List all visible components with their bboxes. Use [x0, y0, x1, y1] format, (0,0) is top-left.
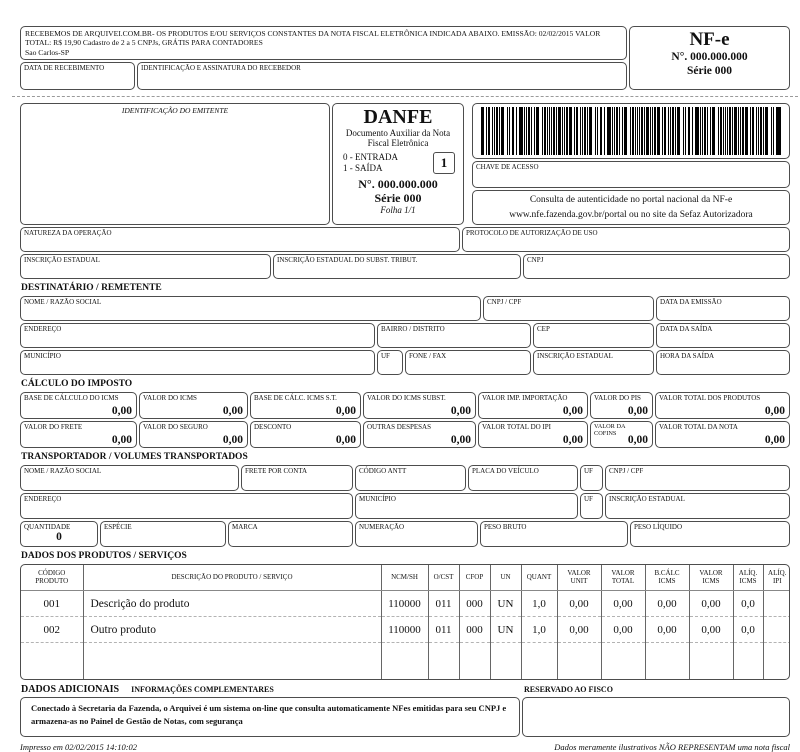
col-valor-unit: VALOR UNIT: [557, 565, 601, 591]
transportador-section-title: TRANSPORTADOR / VOLUMES TRANSPORTADOS: [21, 451, 248, 462]
valor-total-nota-field: [655, 421, 790, 448]
dest-bairro-field: [377, 323, 531, 348]
receipt-stub: [20, 26, 790, 90]
produto-row-1: [21, 591, 790, 617]
chave-acesso-field: [472, 161, 790, 188]
transp-peso-bruto-label: PESO BRUTO: [484, 522, 527, 531]
base-calculo-icms-label: BASE DE CÁLCULO DO ICMS: [24, 393, 119, 402]
col-codigo: CÓDIGO PRODUTO: [21, 565, 83, 591]
p1-quant: 1,0: [521, 591, 557, 617]
inscricao-subst-label: INSCRIÇÃO ESTADUAL DO SUBST. TRIBUT.: [277, 256, 418, 264]
valor-cofins-value: 0,00: [627, 433, 648, 446]
valor-seguro-value: 0,00: [222, 433, 243, 446]
danfe-subtitle: Documento Auxiliar da Nota Fiscal Eletrônica: [345, 128, 451, 149]
p2-descricao: Outro produto: [83, 617, 381, 643]
produtos-header-row: [21, 565, 790, 591]
transp-cnpj-field: [605, 465, 790, 491]
cnpj-emitente-label: CNPJ: [527, 256, 544, 264]
base-calculo-icms-field: [20, 392, 137, 419]
transp-municipio-field: [355, 493, 578, 519]
dest-cnpj-field: [483, 296, 654, 321]
transp-marca-field: [228, 521, 353, 547]
valor-total-produtos-value: 0,00: [764, 404, 785, 417]
p1-valor-icms: 0,00: [689, 591, 733, 617]
p2-un: UN: [490, 617, 521, 643]
transp-uf2-label: UF: [584, 494, 593, 503]
natureza-operacao-field: [20, 227, 460, 252]
transp-uf-label: UF: [584, 466, 593, 475]
consulta-line2: www.nfe.fazenda.gov.br/portal ou no site da Sefaz Autorizadora: [509, 209, 753, 220]
transp-placa-label: PLACA DO VEÍCULO: [472, 466, 539, 475]
produtos-table: [20, 564, 790, 680]
base-calculo-icms-value: 0,00: [111, 404, 132, 417]
emitente-box: [20, 103, 330, 225]
valor-frete-field: [20, 421, 137, 448]
p1-descricao: Descrição do produto: [83, 591, 381, 617]
dest-uf-field: [377, 350, 403, 375]
nfe-series: Série 000: [686, 64, 733, 77]
col-cfop: CFOP: [459, 565, 490, 591]
destinatario-section-title: DESTINATÁRIO / REMETENTE: [21, 283, 162, 293]
receipt-city: Sao Carlos-SP: [25, 47, 70, 57]
dest-nome-field: [20, 296, 481, 321]
col-bcalc-icms: B.CÁLC ICMS: [645, 565, 689, 591]
outras-despesas-label: OUTRAS DESPESAS: [367, 422, 431, 431]
nfe-number-box: [629, 26, 790, 90]
valor-pis-value: 0,00: [627, 404, 648, 417]
protocolo-autorizacao-label: PROTOCOLO DE AUTORIZAÇÃO DE USO: [466, 229, 598, 237]
danfe-box: [332, 103, 464, 225]
dest-data-saida-field: [656, 323, 790, 348]
transp-quantidade-field: [20, 521, 98, 547]
p2-bcalc-icms: 0,00: [645, 617, 689, 643]
outras-despesas-field: [363, 421, 476, 448]
dest-endereco-label: ENDEREÇO: [24, 324, 62, 333]
valor-pis-label: VALOR DO PIS: [594, 393, 641, 402]
p1-bcalc-icms: 0,00: [645, 591, 689, 617]
data-recebimento-label: DATA DE RECEBIMENTO: [24, 64, 105, 72]
informacoes-complementares-label: INFORMAÇÕES COMPLEMENTARES: [131, 684, 274, 694]
valor-cofins-field: [590, 421, 653, 448]
receipt-statement: [20, 26, 627, 60]
col-ocst: O/CST: [428, 565, 459, 591]
transp-quantidade-label: QUANTIDADE: [24, 522, 71, 531]
p2-aliq-ipi: [763, 617, 790, 643]
valor-imp-importacao-value: 0,00: [562, 404, 583, 417]
dest-data-emissao-field: [656, 296, 790, 321]
dest-hora-saida-label: HORA DA SAÍDA: [660, 351, 715, 360]
valor-total-ipi-label: VALOR TOTAL DO IPI: [482, 422, 551, 431]
valor-icms-field: [139, 392, 248, 419]
dest-municipio-field: [20, 350, 375, 375]
transp-municipio-label: MUNICÍPIO: [359, 494, 396, 503]
adicionais-title: DADOS ADICIONAIS: [21, 683, 120, 695]
consulta-line1: Consulta de autenticidade no portal nacional da NF-e: [529, 195, 733, 206]
valor-total-produtos-label: VALOR TOTAL DOS PRODUTOS: [659, 393, 761, 402]
reservado-fisco-box: [522, 697, 790, 737]
valor-frete-label: VALOR DO FRETE: [24, 422, 83, 431]
danfe-number: N°. 000.000.000: [358, 176, 438, 191]
dest-ie-field: [533, 350, 654, 375]
danfe-title: DANFE: [363, 106, 433, 128]
col-quant: QUANT: [521, 565, 557, 591]
transp-peso-liquido-field: [630, 521, 790, 547]
p1-aliq-ipi: [763, 591, 790, 617]
valor-cofins-label: VALOR DA COFINS: [594, 422, 626, 438]
valor-imp-importacao-field: [478, 392, 588, 419]
dest-municipio-label: MUNICÍPIO: [24, 351, 61, 360]
barcode: [472, 103, 790, 159]
entrada-line: 0 - ENTRADA: [343, 152, 398, 163]
informacoes-complementares-box: [20, 697, 520, 737]
transp-ie-label: INSCRIÇÃO ESTADUAL: [609, 494, 685, 503]
transp-peso-bruto-field: [480, 521, 628, 547]
col-un: UN: [490, 565, 521, 591]
transp-cnpj-label: CNPJ / CPF: [609, 466, 644, 475]
valor-frete-value: 0,00: [111, 433, 132, 446]
p1-valor-total: 0,00: [601, 591, 645, 617]
col-descricao: DESCRIÇÃO DO PRODUTO / SERVIÇO: [83, 565, 381, 591]
desconto-field: [250, 421, 361, 448]
transp-uf2-field: [580, 493, 603, 519]
transp-endereco-label: ENDEREÇO: [24, 494, 62, 503]
tipo-operacao-value: 1: [433, 152, 455, 174]
dest-data-emissao-label: DATA DA EMISSÃO: [660, 297, 722, 306]
transp-frete-field: [241, 465, 353, 491]
dest-bairro-label: BAIRRO / DISTRITO: [381, 324, 445, 333]
p2-ocst: 011: [428, 617, 459, 643]
p2-cfop: 000: [459, 617, 490, 643]
saida-line: 1 - SAÍDA: [343, 163, 383, 174]
cut-line: [12, 96, 798, 97]
desconto-label: DESCONTO: [254, 422, 292, 431]
dest-hora-saida-field: [656, 350, 790, 375]
valor-total-ipi-value: 0,00: [562, 433, 583, 446]
p1-valor-unit: 0,00: [557, 591, 601, 617]
p2-valor-icms: 0,00: [689, 617, 733, 643]
p1-ncm: 110000: [381, 591, 428, 617]
col-aliq-ipi: ALÍQ. IPI: [763, 565, 790, 591]
emitente-label: IDENTIFICAÇÃO DO EMITENTE: [121, 106, 229, 115]
col-aliq-icms: ALÍQ. ICMS: [733, 565, 763, 591]
transp-uf-field: [580, 465, 603, 491]
transp-nome-label: NOME / RAZÃO SOCIAL: [24, 466, 102, 475]
cnpj-emitente-field: [523, 254, 790, 279]
produtos-empty-row: [21, 643, 790, 679]
printed-timestamp: Impresso em 02/02/2015 14:10:02: [20, 741, 138, 752]
p1-ocst: 011: [428, 591, 459, 617]
base-calc-icms-st-value: 0,00: [335, 404, 356, 417]
valor-icms-value: 0,00: [222, 404, 243, 417]
protocolo-autorizacao-field: [462, 227, 790, 252]
valor-icms-subst-label: VALOR DO ICMS SUBST.: [367, 393, 446, 402]
p2-aliq-icms: 0,0: [733, 617, 763, 643]
inscricao-estadual-label: INSCRIÇÃO ESTADUAL: [24, 256, 100, 264]
base-calc-icms-st-field: [250, 392, 361, 419]
p2-quant: 1,0: [521, 617, 557, 643]
dest-data-saida-label: DATA DA SAÍDA: [660, 324, 713, 333]
dest-ie-label: INSCRIÇÃO ESTADUAL: [537, 351, 613, 360]
dest-nome-label: NOME / RAZÃO SOCIAL: [24, 297, 102, 306]
col-valor-total: VALOR TOTAL: [601, 565, 645, 591]
assinatura-recebedor-label: IDENTIFICAÇÃO E ASSINATURA DO RECEBEDOR: [141, 64, 301, 72]
dest-fone-field: [405, 350, 531, 375]
informacoes-complementares-text: Conectado à Secretaria da Fazenda, o Arquivei é um sistema on-line que consulta automaticamente NFes emitidas para seu CNPJ e armazena-as no Painel de Gestão de Notas, com segurança: [31, 702, 507, 726]
transp-peso-liquido-label: PESO LÍQUIDO: [634, 522, 683, 531]
dest-uf-label: UF: [381, 351, 390, 360]
transp-marca-label: MARCA: [232, 522, 258, 531]
col-valor-icms: VALOR ICMS: [689, 565, 733, 591]
dest-cep-field: [533, 323, 654, 348]
disclaimer-text: Dados meramente ilustrativos NÃO REPRESENTAM uma nota fiscal: [554, 741, 790, 752]
desconto-value: 0,00: [335, 433, 356, 446]
transp-nome-field: [20, 465, 239, 491]
danfe-series: Série 000: [374, 191, 422, 206]
consulta-box: [472, 190, 790, 225]
dest-fone-label: FONE / FAX: [409, 351, 447, 360]
transp-antt-field: [355, 465, 466, 491]
natureza-operacao-label: NATUREZA DA OPERAÇÃO: [24, 229, 112, 237]
valor-icms-label: VALOR DO ICMS: [143, 393, 197, 402]
p1-un: UN: [490, 591, 521, 617]
reservado-fisco-label: RESERVADO AO FISCO: [524, 684, 613, 694]
chave-acesso-label: CHAVE DE ACESSO: [476, 163, 539, 171]
valor-imp-importacao-label: VALOR IMP. IMPORTAÇÃO: [482, 393, 568, 402]
produtos-section-title: DADOS DOS PRODUTOS / SERVIÇOS: [21, 550, 187, 561]
data-recebimento-field: [20, 62, 135, 90]
transp-antt-label: CÓDIGO ANTT: [359, 466, 407, 475]
inscricao-subst-field: [273, 254, 521, 279]
base-calc-icms-st-label: BASE DE CÁLC. ICMS S.T.: [254, 393, 337, 402]
transp-placa-field: [468, 465, 578, 491]
transp-especie-field: [100, 521, 226, 547]
produto-row-2: [21, 617, 790, 643]
inscricao-estadual-field: [20, 254, 271, 279]
transp-numeracao-field: [355, 521, 478, 547]
col-ncm: NCM/SH: [381, 565, 428, 591]
valor-total-nota-label: VALOR TOTAL DA NOTA: [659, 422, 738, 431]
imposto-section-title: CÁLCULO DO IMPOSTO: [21, 378, 133, 389]
receipt-statement-text: RECEBEMOS DE ARQUIVEI.COM.BR- OS PRODUTOS E/OU SERVIÇOS CONSTANTES DA NOTA FISCAL ELETRÔNICA INDICADA ABAIXO. EMISSÃO: 02/02/2015 VALOR TOTAL: R$ 19,90 Cadastro de 2 a 5 CNPJs, GRÁTIS PARA CONTADORES: [25, 29, 601, 48]
p1-cfop: 000: [459, 591, 490, 617]
barcode-icon: [481, 107, 781, 155]
p2-ncm: 110000: [381, 617, 428, 643]
dest-endereco-field: [20, 323, 375, 348]
valor-seguro-field: [139, 421, 248, 448]
transp-quantidade-value: 0: [56, 530, 62, 543]
valor-icms-subst-value: 0,00: [450, 404, 471, 417]
transp-especie-label: ESPÉCIE: [104, 522, 132, 531]
assinatura-recebedor-field: [137, 62, 627, 90]
valor-icms-subst-field: [363, 392, 476, 419]
transp-endereco-field: [20, 493, 353, 519]
valor-total-nota-value: 0,00: [764, 433, 785, 446]
transp-ie-field: [605, 493, 790, 519]
p2-valor-total: 0,00: [601, 617, 645, 643]
nfe-number: N°. 000.000.000: [671, 50, 748, 63]
valor-seguro-label: VALOR DO SEGURO: [143, 422, 208, 431]
dest-cnpj-label: CNPJ / CPF: [487, 297, 522, 306]
danfe-folha: Folha 1/1: [380, 205, 416, 216]
valor-total-ipi-field: [478, 421, 588, 448]
outras-despesas-value: 0,00: [450, 433, 471, 446]
nfe-title: NF-e: [689, 29, 730, 50]
dest-cep-label: CEP: [537, 324, 550, 333]
p2-codigo: 002: [21, 617, 83, 643]
p2-valor-unit: 0,00: [557, 617, 601, 643]
valor-pis-field: [590, 392, 653, 419]
transp-numeracao-label: NUMERAÇÃO: [359, 522, 405, 531]
p1-codigo: 001: [21, 591, 83, 617]
transp-frete-label: FRETE POR CONTA: [245, 466, 308, 475]
valor-total-produtos-field: [655, 392, 790, 419]
p1-aliq-icms: 0,0: [733, 591, 763, 617]
